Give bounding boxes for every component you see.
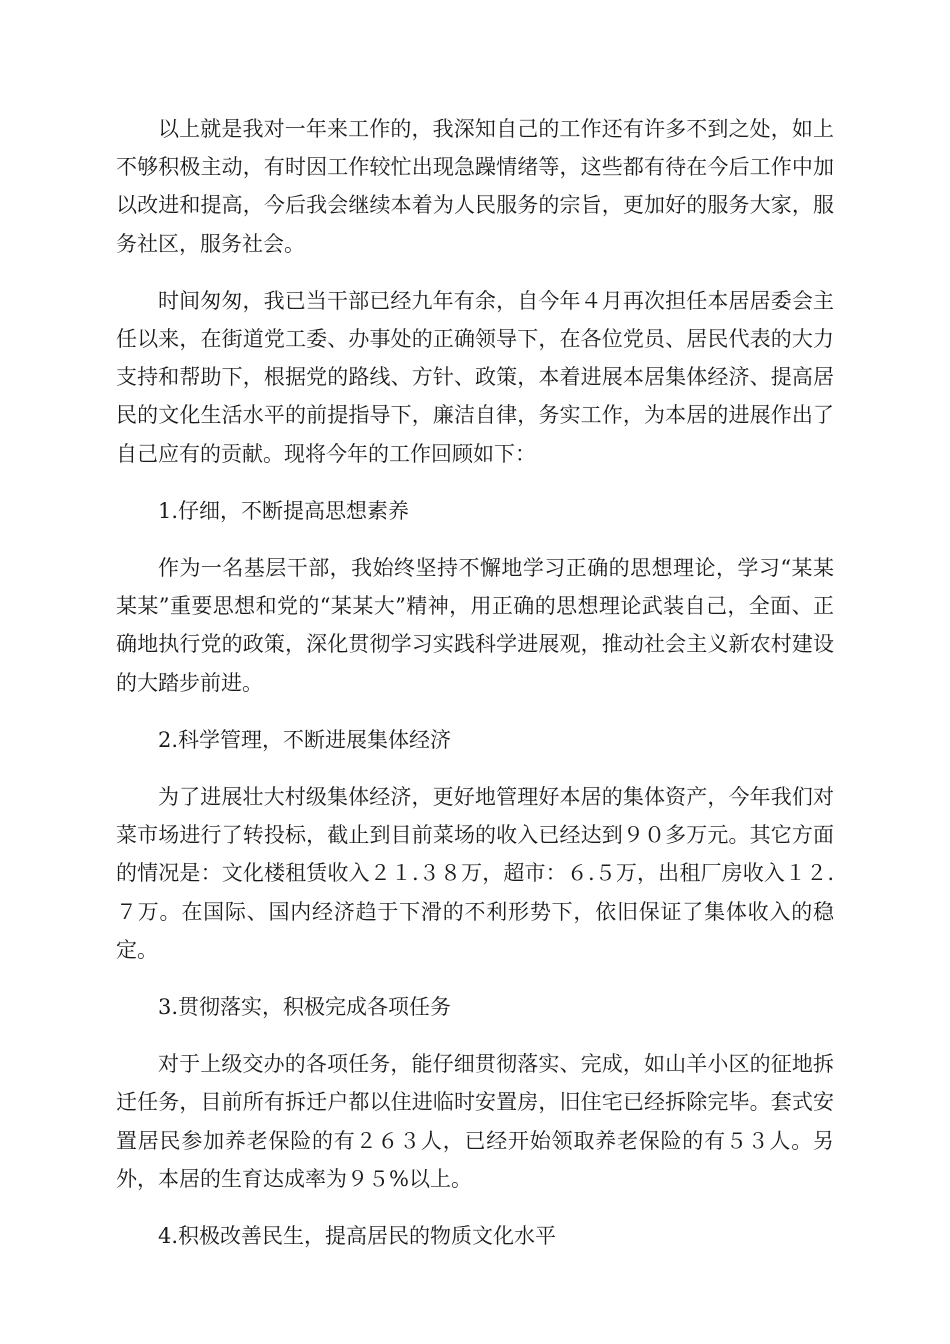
paragraph: 对于上级交办的各项任务，能仔细贯彻落实、完成，如山羊小区的征地拆迁任务，目前所有拆迁户都以住进临时安置房，旧住宅已经拆除完毕。套式安置居民参加养老保险的有２６３人，已经开始领取养老保险的有５３人。另外，本居的生育达成率为９５%以上。 <box>116 1052 834 1191</box>
section-heading: 1.仔细，不断提高思想素养 <box>158 498 410 523</box>
section-heading: 2.科学管理，不断进展集体经济 <box>158 727 452 752</box>
section-heading: 4.积极改善民生，提高居民的物质文化水平 <box>158 1224 557 1249</box>
paragraph: 以上就是我对一年来工作的，我深知自己的工作还有许多不到之处，如上不够积极主动，有时因工作较忙出现急躁情绪等，这些都有待在今后工作中加以改进和提高，今后我会继续本着为人民服务的宗旨，更加好的服务大家，服务社区，服务社会。 <box>116 117 834 256</box>
section-heading: 3.贯彻落实，积极完成各项任务 <box>158 995 452 1020</box>
paragraph: 为了进展壮大村级集体经济，更好地管理好本居的集体资产，今年我们对菜市场进行了转投标，截止到目前菜场的收入已经达到９０多万元。其它方面的情况是：文化楼租赁收入２１.３８万，超市：６.５万，出租厂房收入１２.７万。在国际、国内经济趋于下滑的不利形势下，依旧保证了集体收入的稳定。 <box>116 785 834 962</box>
paragraph: 时间匆匆，我已当干部已经九年有余，自今年４月再次担任本居居委会主任以来，在街道党工委、办事处的正确领导下，在各位党员、居民代表的大力支持和帮助下，根据党的路线、方针、政策，本着进展本居集体经济、提高居民的文化生活水平的前提指导下，廉洁自律，务实工作，为本居的进展作出了自己应有的贡献。现将今年的工作回顾如下： <box>116 288 834 466</box>
paragraph: 作为一名基层干部，我始终坚持不懈地学习正确的思想理论，学习“某某某某”重要思想和党的“某某大”精神，用正确的思想理论武装自己，全面、正确地执行党的政策，深化贯彻学习实践科学进展观，推动社会主义新农村建设的大踏步前进。 <box>116 556 834 695</box>
document-page <box>116 110 834 1274</box>
